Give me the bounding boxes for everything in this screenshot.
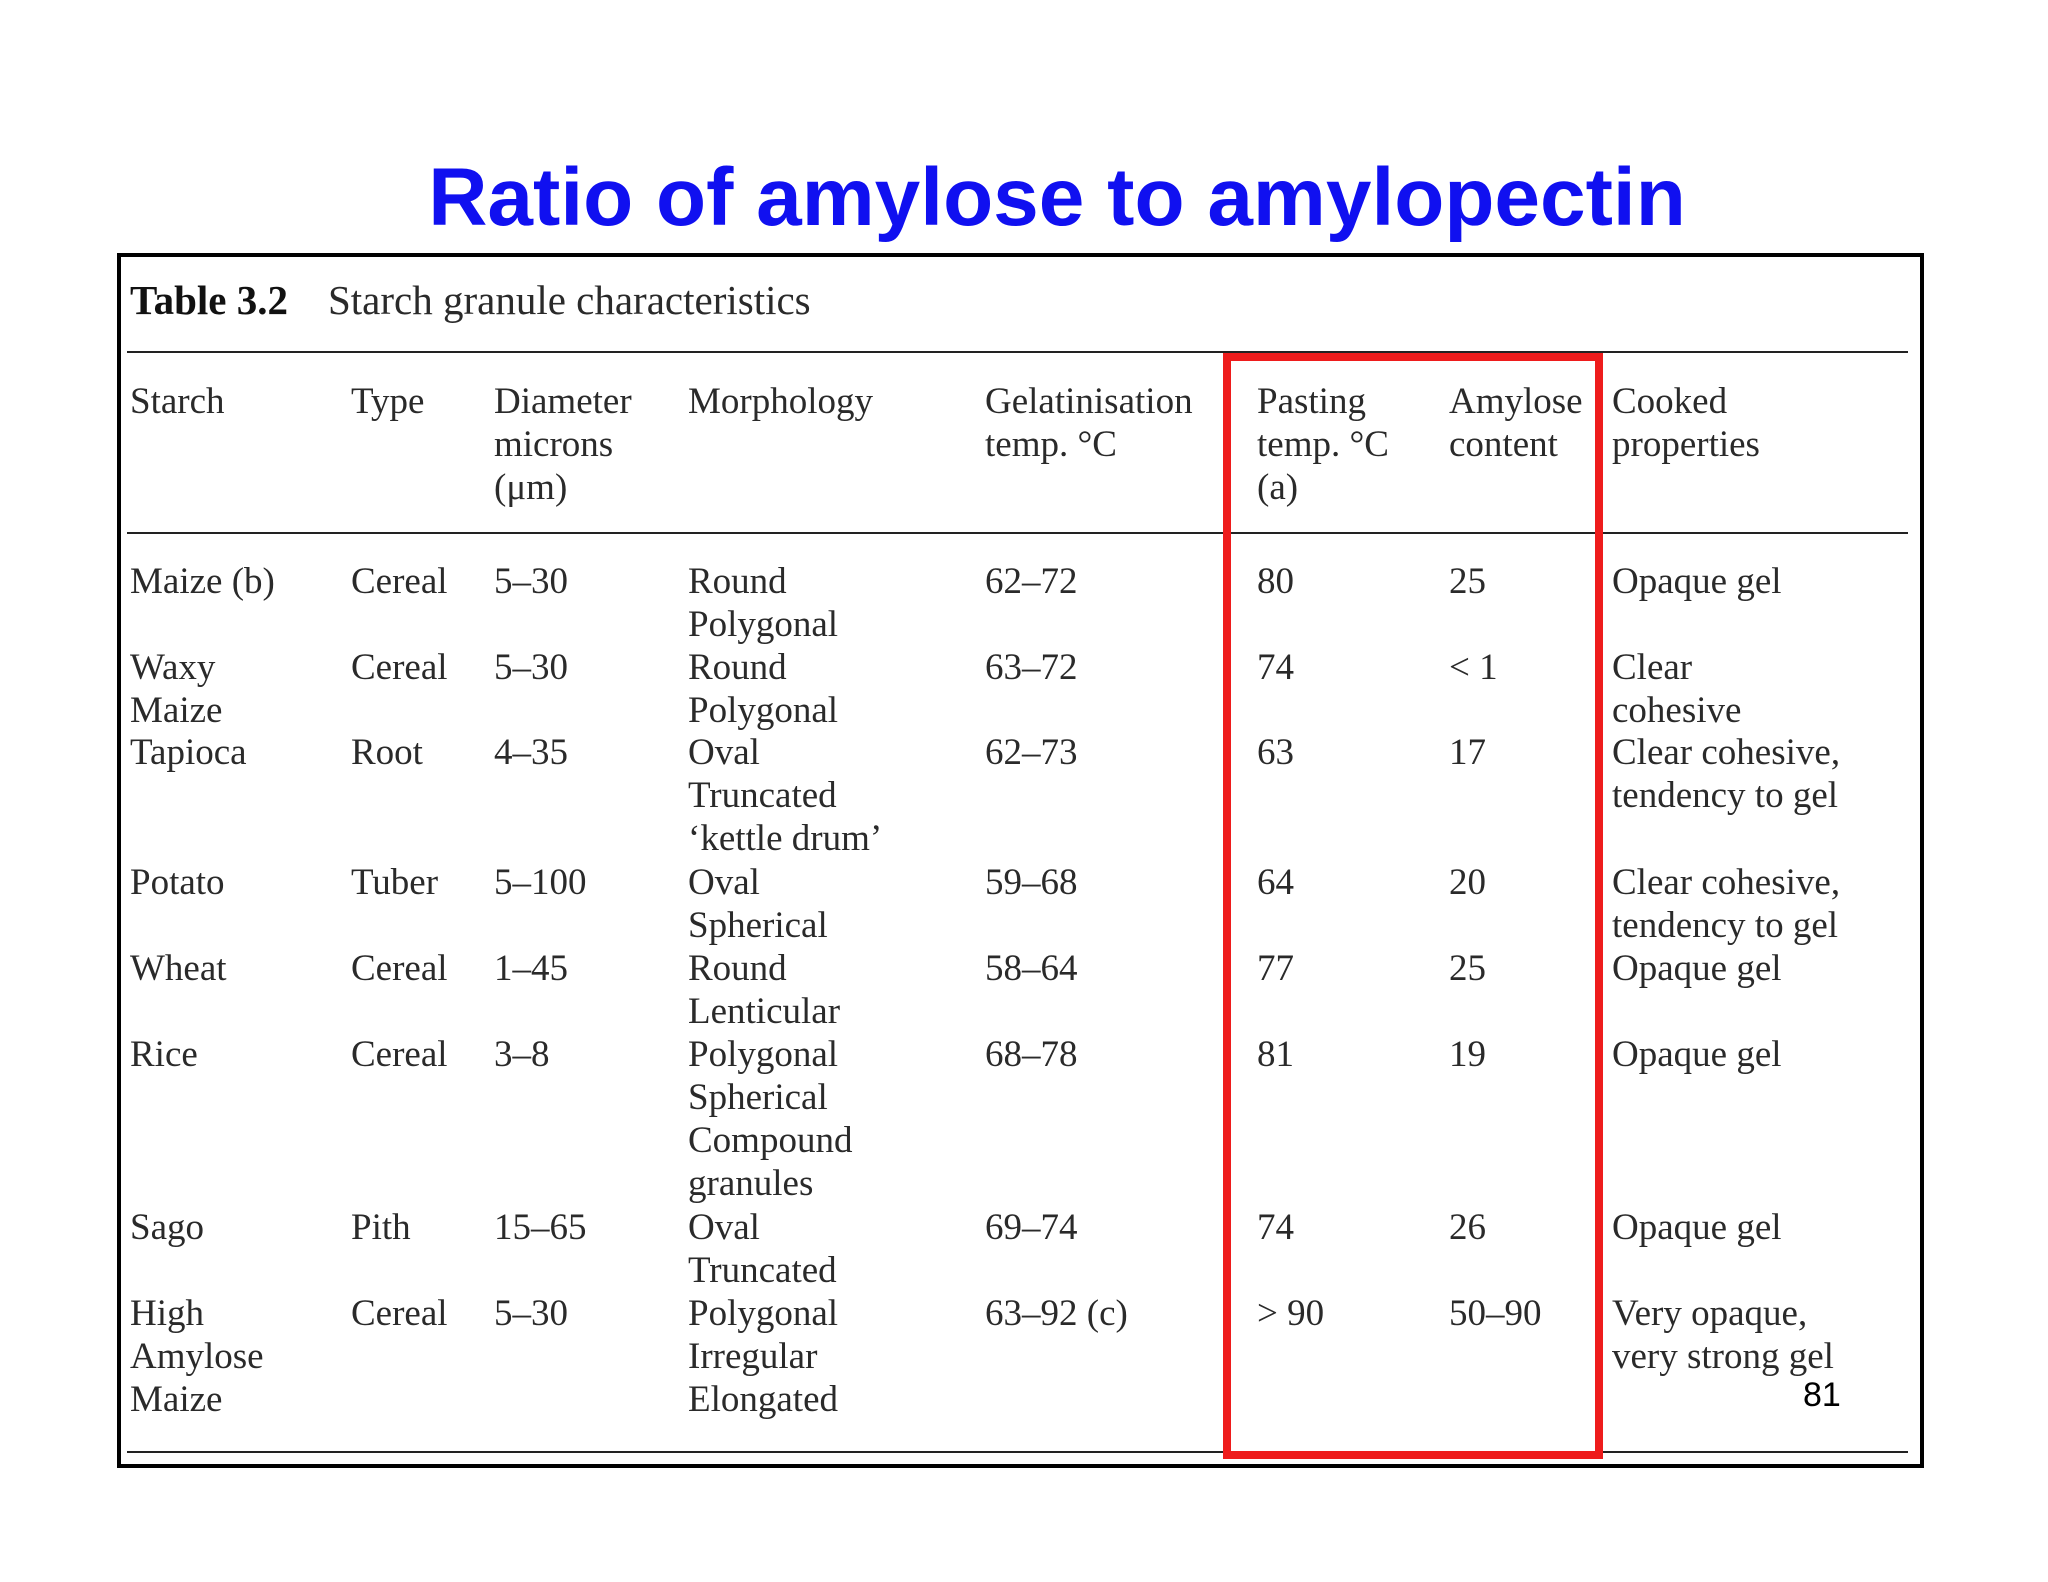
header-type: Type (351, 381, 425, 422)
cell-amylose: 20 (1449, 862, 1486, 903)
table-caption-text: Starch granule characteristics (327, 277, 811, 323)
cell-cooked: Opaque gel (1612, 561, 1782, 602)
cell-morphology: Polygonal Spherical Compound granules (688, 1034, 853, 1204)
cell-pasting: 77 (1257, 948, 1294, 989)
cell-amylose: 26 (1449, 1207, 1486, 1248)
highlight-box (1223, 353, 1603, 1459)
cell-pasting: 74 (1257, 647, 1294, 688)
cell-starch: Wheat (130, 948, 227, 989)
slide-title: Ratio of amylose to amylopectin (428, 152, 1686, 243)
cell-type: Cereal (351, 647, 448, 688)
cell-gelatinisation: 68–78 (985, 1034, 1078, 1075)
cell-type: Pith (351, 1207, 411, 1248)
cell-type: Cereal (351, 1034, 448, 1075)
cell-cooked: Opaque gel (1612, 948, 1782, 989)
cell-amylose: 25 (1449, 948, 1486, 989)
cell-starch: Rice (130, 1034, 198, 1075)
header-pasting: Pasting temp. °C (a) (1257, 381, 1389, 508)
cell-morphology: Round Polygonal (688, 561, 839, 645)
cell-cooked: Very opaque, very strong gel (1612, 1293, 1834, 1377)
cell-pasting: 64 (1257, 862, 1294, 903)
cell-starch: Tapioca (130, 732, 247, 773)
cell-gelatinisation: 62–72 (985, 561, 1078, 602)
cell-morphology: Round Lenticular (688, 948, 841, 1032)
cell-amylose: 19 (1449, 1034, 1486, 1075)
header-diameter: Diameter microns (μm) (494, 381, 632, 508)
cell-cooked: Opaque gel (1612, 1207, 1782, 1248)
cell-amylose: 25 (1449, 561, 1486, 602)
cell-diameter: 5–100 (494, 862, 587, 903)
header-morphology: Morphology (688, 381, 873, 422)
cell-gelatinisation: 63–72 (985, 647, 1078, 688)
cell-pasting: > 90 (1257, 1293, 1325, 1334)
cell-starch: Waxy Maize (130, 647, 223, 731)
cell-diameter: 5–30 (494, 561, 568, 602)
cell-starch: High Amylose Maize (130, 1293, 264, 1420)
bottom-rule (127, 1451, 1908, 1453)
cell-type: Tuber (351, 862, 439, 903)
cell-type: Cereal (351, 561, 448, 602)
cell-morphology: Oval Truncated ‘kettle drum’ (688, 732, 883, 859)
cell-amylose: < 1 (1449, 647, 1498, 688)
cell-cooked: Opaque gel (1612, 1034, 1782, 1075)
cell-gelatinisation: 59–68 (985, 862, 1078, 903)
cell-cooked: Clear cohesive, tendency to gel (1612, 862, 1841, 946)
cell-starch: Potato (130, 862, 225, 903)
table-caption (130, 270, 811, 330)
cell-diameter: 1–45 (494, 948, 568, 989)
cell-amylose: 50–90 (1449, 1293, 1542, 1334)
cell-pasting: 74 (1257, 1207, 1294, 1248)
cell-cooked: Clear cohesive, tendency to gel (1612, 732, 1841, 816)
header-amylose: Amylose content (1449, 381, 1583, 465)
header-gelatinisation: Gelatinisation temp. °C (985, 381, 1193, 465)
cell-type: Cereal (351, 1293, 448, 1334)
cell-diameter: 3–8 (494, 1034, 550, 1075)
cell-amylose: 17 (1449, 732, 1486, 773)
cell-morphology: Oval Truncated (688, 1207, 837, 1291)
cell-diameter: 15–65 (494, 1207, 587, 1248)
header-starch: Starch (130, 381, 225, 422)
cell-gelatinisation: 58–64 (985, 948, 1078, 989)
cell-pasting: 63 (1257, 732, 1294, 773)
cell-cooked: Clear cohesive (1612, 647, 1742, 731)
cell-gelatinisation: 63–92 (c) (985, 1293, 1128, 1334)
cell-morphology: Polygonal Irregular Elongated (688, 1293, 839, 1420)
cell-type: Root (351, 732, 423, 773)
cell-starch: Maize (b) (130, 561, 275, 602)
cell-gelatinisation: 69–74 (985, 1207, 1078, 1248)
cell-pasting: 81 (1257, 1034, 1294, 1075)
cell-gelatinisation: 62–73 (985, 732, 1078, 773)
cell-diameter: 5–30 (494, 647, 568, 688)
cell-diameter: 5–30 (494, 1293, 568, 1334)
cell-morphology: Oval Spherical (688, 862, 828, 946)
table-label: Table 3.2 (130, 277, 288, 323)
cell-starch: Sago (130, 1207, 204, 1248)
page-number: 81 (1803, 1376, 1841, 1414)
cell-diameter: 4–35 (494, 732, 568, 773)
header-rule (127, 532, 1908, 534)
header-cooked: Cooked properties (1612, 381, 1760, 465)
top-rule (127, 351, 1908, 353)
cell-morphology: Round Polygonal (688, 647, 839, 731)
cell-type: Cereal (351, 948, 448, 989)
cell-pasting: 80 (1257, 561, 1294, 602)
